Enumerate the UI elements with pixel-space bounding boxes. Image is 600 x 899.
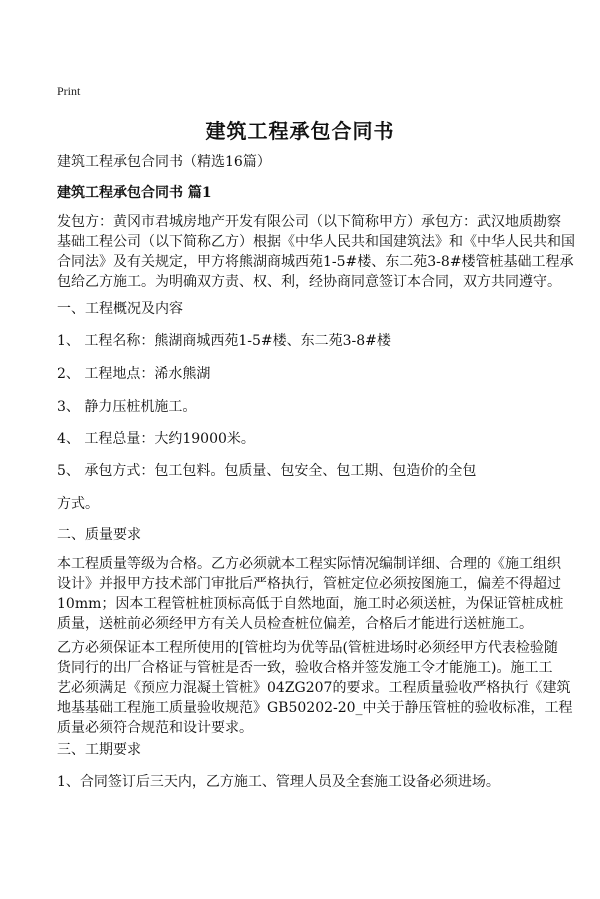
section-heading-schedule: 三、工期要求 xyxy=(57,742,141,758)
paragraph-line: 货同行的出厂合格证与管桩是否一致，验收合格并签发施工令才能施工)。施工工 xyxy=(57,660,553,676)
intro-line: 包给乙方施工。为明确双方责、权、利，经协商同意签订本合同，双方共同遵守。 xyxy=(57,274,561,290)
article-heading: 建筑工程承包合同书 篇1 xyxy=(57,185,212,201)
paragraph-line: 地基基础工程施工质量验收规范》GB50202-20_中关于静压管桩的验收标准，工程 xyxy=(57,700,573,716)
intro-paragraph xyxy=(57,212,575,292)
intro-line: 基础工程公司（以下简称乙方）根据《中华人民共和国建筑法》和《中华人民共和国 xyxy=(57,234,575,250)
section-heading-overview: 一、工程概况及内容 xyxy=(57,301,183,317)
list-item-project-location: 2、 工程地点：浠水熊湖 xyxy=(57,366,211,382)
paragraph-line: 艺必须满足《预应力混凝土管桩》04ZG207的要求。工程质量验收严格执行《建筑 xyxy=(57,680,571,696)
list-item-project-name: 1、 工程名称：熊湖商城西苑1-5#楼、东二苑3-8#楼 xyxy=(57,333,391,349)
section-heading-quality: 二、质量要求 xyxy=(57,527,141,543)
print-link[interactable]: Print xyxy=(57,84,81,98)
intro-line: 发包方：黄冈市君城房地产开发有限公司（以下简称甲方）承包方：武汉地质勘察 xyxy=(57,214,561,230)
paragraph-line: 质量必须符合规范和设计要求。 xyxy=(57,720,253,736)
quality-paragraph-2 xyxy=(57,638,573,738)
paragraph-line: 本工程质量等级为合格。乙方必须就本工程实际情况编制详细、合理的《施工组织 xyxy=(57,556,561,572)
paragraph-line: 10mm；因本工程管桩桩顶标高低于自然地面，施工时必须送桩，为保证管桩成桩 xyxy=(57,596,564,612)
list-item-total-quantity: 4、 工程总量：大约19000米。 xyxy=(57,431,255,447)
document-subtitle: 建筑工程承包合同书（精选16篇） xyxy=(57,154,271,170)
paragraph-line: 质量，送桩前必须经甲方有关人员检查桩位偏差，合格后才能进行送桩施工。 xyxy=(57,616,533,632)
intro-line: 合同法》及有关规定，甲方将熊湖商城西苑1-5#楼、东二苑3-8#楼管桩基础工程承 xyxy=(57,254,574,270)
list-item-mobilization: 1、合同签订后三天内，乙方施工、管理人员及全套施工设备必须进场。 xyxy=(57,774,500,790)
list-item-contract-mode-continued: 方式。 xyxy=(57,496,99,512)
paragraph-line: 设计》并报甲方技术部门审批后严格执行，管桩定位必须按图施工，偏差不得超过 xyxy=(57,576,561,592)
document-title: 建筑工程承包合同书 xyxy=(205,119,395,143)
quality-paragraph-1 xyxy=(57,554,564,634)
list-item-contract-mode: 5、 承包方式：包工包料。包质量、包安全、包工期、包造价的全包 xyxy=(57,463,477,479)
paragraph-line: 乙方必须保证本工程所使用的[管桩均为优等品(管桩进场时必须经甲方代表检验随 xyxy=(57,640,558,656)
list-item-construction-method: 3、 静力压桩机施工。 xyxy=(57,399,197,415)
